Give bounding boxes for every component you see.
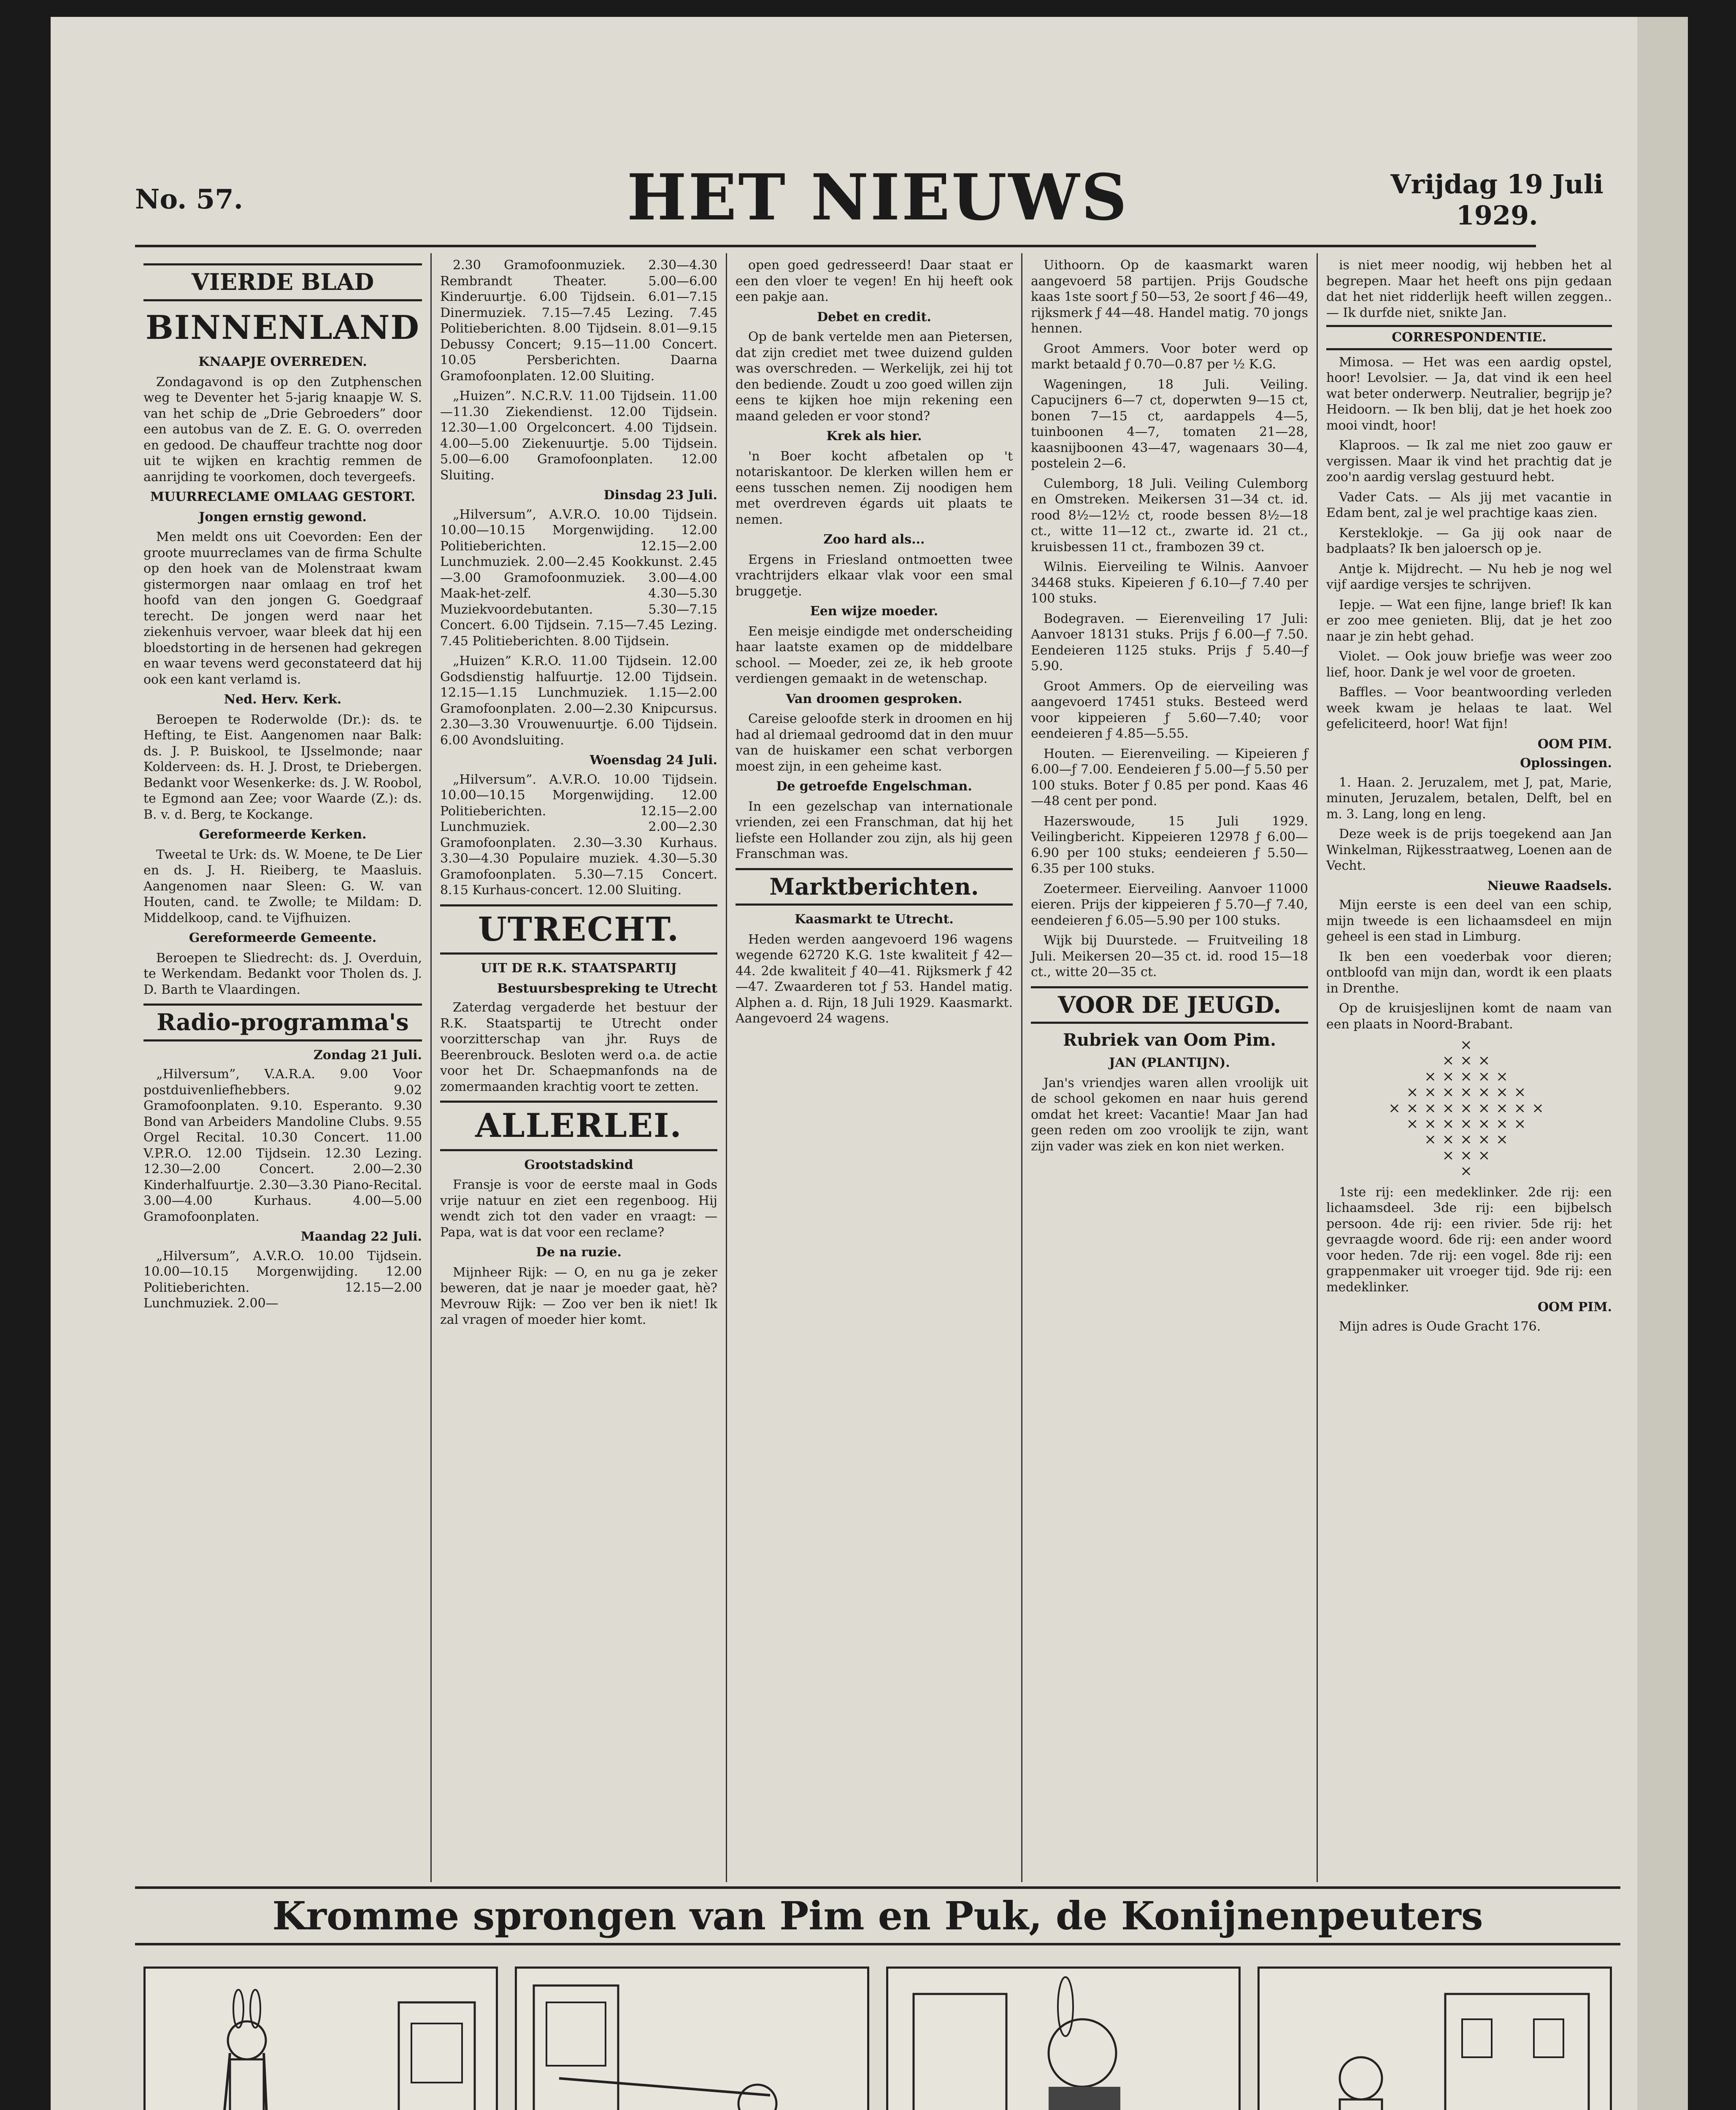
radio-text: „Hilversum”, V.A.R.A. 9.00 Voor postduivenliefhebbers. 9.02 Gramofoonplaten. 9.10. Esperanto. 9.30 Bond van Arbeiders Mandoline Clubs. 9.55 Orgel Recital. 10.30 Concert. 11.00 V.P.R.O. 12.00 Tijdsein. 12.30 Lezing. 12.30—2.00 Concert. 2.00—2.30 Kinderhalfuurtje. 2.30—3.30 Piano-Recital. 3.00—4.00 Kurhaus. 4.00—5.00 Gramofoonplaten. xyxy=(143,1067,422,1224)
solutions-heading: Oplossingen. xyxy=(1520,756,1612,771)
church-heading: Ned. Herv. Kerk. xyxy=(224,692,342,707)
radio-text: „Huizen”. N.C.R.V. 11.00 Tijdsein. 11.00—11.30 Ziekendienst. 12.00 Tijdsein. 12.30—1.00 Orgelconcert. 4.00 Tijdsein. 4.00—5.00 Ziekenuurtje. 5.00 Tijdsein. 5.00—6.00 Gramofoonplaten. 12.00 Sluiting. xyxy=(440,389,717,483)
comic-title: Kromme sprongen van Pim en Puk, de Konijnenpeuters xyxy=(135,1886,1620,1945)
correspondence-text: Mimosa. — Het was een aardig opstel, hoor! Levolsier. — Ja, dat vind ik een heel wat beter onderwerp. Neutralier, begrijp je? Heidoorn. — Ik ben blij, dat je het hoek zoo mooi vindt, hoor! xyxy=(1326,354,1612,433)
date-line-1: Vrijdag 19 Juli xyxy=(1390,169,1604,200)
market-text: Wijk bij Duurstede. — Fruitveiling 18 Juli. Meikersen 20—35 ct. id. rood 15—18 ct., witte 20—35 ct. xyxy=(1031,933,1308,979)
comic-drawing-2 xyxy=(517,1969,867,2110)
correspondence-text: Baffles. — Voor beantwoording verleden week kwam je helaas te laat. Wel gefeliciteerd, hoor! Wat fijn! xyxy=(1326,685,1612,731)
article-subheading: Kaasmarkt te Utrecht. xyxy=(795,912,954,927)
article-heading: KNAAPJE OVERREDEN. xyxy=(198,354,367,369)
comic-strip xyxy=(143,1967,1612,2110)
date-line-2: 1929. xyxy=(1456,200,1538,231)
article-subheading: Jongen ernstig gewond. xyxy=(199,509,367,525)
correspondence-text: Antje k. Mijdrecht. — Nu heb je nog wel vijf aardige versjes te schrijven. xyxy=(1326,561,1612,592)
article-subheading: Krek als hier. xyxy=(826,429,922,444)
prize-text: Deze week is de prijs toegekend aan Jan Winkelman, Rijkesstraatweg, Loenen aan de Vecht. xyxy=(1326,827,1612,873)
correspondence-text: Iepje. — Wat een fijne, lange brief! Ik kan er zoo mee genieten. Blij, dat je het zoo naar je zin hebt gehad. xyxy=(1326,597,1612,644)
radio-day: Woensdag 24 Juli. xyxy=(589,753,717,768)
comic-panel-3 xyxy=(886,1967,1241,2110)
comic-drawing-1 xyxy=(146,1969,496,2110)
article-subheading: Grootstadskind xyxy=(524,1157,633,1172)
story-title: JAN (PLANTIJN). xyxy=(1109,1055,1230,1070)
article-text: Heden werden aangevoerd 196 wagens wegende 62720 K.G. 1ste kwaliteit ƒ 42—44. 2de kwaliteit ƒ 40—41. Rijksmerk ƒ 42—47. Zwaarderen tot ƒ 53. Handel matig. Alphen a. d. Rijn, 18 Juli 1929. Kaasmarkt. Aangevoerd 24 wagens. xyxy=(736,932,1013,1026)
comic-drawing-3 xyxy=(888,1969,1238,2110)
correspondence-text: Vader Cats. — Als jij met vacantie in Edam bent, zal je wel prachtige kaas zien. xyxy=(1326,490,1612,520)
article-text: Ergens in Friesland ontmoetten twee vrachtrijders elkaar vlak voor een smal bruggetje. xyxy=(736,552,1013,599)
market-text: Zoetermeer. Eierveiling. Aanvoer 11000 eieren. Prijs der kippeieren ƒ 5.70—ƒ 7.40, eendeieren ƒ 6.05—5.90 per 100 stuks. xyxy=(1031,881,1308,928)
puzzle-row: ××××××× xyxy=(1406,1115,1532,1132)
article-text: Zaterdag vergaderde het bestuur der R.K. Staatspartij te Utrecht onder voorzitterschap van jhr. Ruys de Beerenbrouck. Besloten werd o.a. de actie voor het Dr. Schaepmanfonds na de zomermaanden krachtig voort te zetten. xyxy=(440,1000,717,1094)
rubric-heading: Rubriek van Oom Pim. xyxy=(1063,1030,1276,1050)
market-text: Wageningen, 18 Juli. Veiling. Capucijners 6—7 ct, doperwten 9—15 ct, bonen 7—15 ct, aardappels 4—5, tuinboonen 4—7, tomaten 21—28, kaasnijboonen 43—47, wagenaars 30—4, postelein 2—6. xyxy=(1031,377,1308,471)
puzzle-row: ××× xyxy=(1442,1147,1496,1164)
market-text: Hazerswoude, 15 Juli 1929. Veilingbericht. Kippeieren 12978 ƒ 6.00—6.90 per 100 stuks; eendeieren ƒ 5.50—6.35 per 100 stuks. xyxy=(1031,814,1308,876)
article-text: Een meisje eindigde met onderscheiding haar laatste examen op de middelbare school. — Moeder, zei ze, ik heb groote verdiengen gemaakt in de wetenschap. xyxy=(736,624,1013,686)
puzzle-row: × xyxy=(1460,1163,1478,1180)
radio-day: Zondag 21 Juli. xyxy=(314,1047,422,1063)
article-text: Zondagavond is op den Zutphenschen weg te Deventer het 5-jarig knaapje W. S. van het schip de „Drie Gebroeders” door een autobus van de Z. E. G. O. overreden en gedood. De chauffeur trachtte nog door uit te wijken en krachtig remmen de aanrijding te voorkomen, doch tevergeefs. xyxy=(143,374,422,484)
puzzle-row: ××××× xyxy=(1424,1068,1514,1085)
article-text: Op de bank vertelde men aan Pietersen, dat zijn crediet met twee duizend gulden was overschreden. — Werkelijk, zei hij tot den bediende. Zoudt u zoo goed willen zijn eens te kijken hoe mijn rekening een maand geleden er voor stond? xyxy=(736,330,1013,424)
issue-number: No. 57. xyxy=(135,184,243,215)
market-heading: Marktberichten. xyxy=(736,868,1013,906)
allerlei-heading: ALLERLEI. xyxy=(440,1101,717,1151)
cross-puzzle xyxy=(1326,1037,1612,1179)
comic-drawing-4 xyxy=(1260,1969,1610,2110)
market-text: Houten. — Eierenveiling. — Kipeieren ƒ 6.00—ƒ 7.00. Eendeieren ƒ 5.00—ƒ 5.50 per 100 stuks. Boter ƒ 0.85 per pond. Kaas 46—48 cent per pond. xyxy=(1031,746,1308,809)
correspondence-text: Klaproos. — Ik zal me niet zoo gauw er vergissen. Maar ik vind het prachtig dat je zoo'n aardig verslag gestuurd hebt. xyxy=(1326,438,1612,484)
article-text: Fransje is voor de eerste maal in Gods vrije natuur en ziet een regenboog. Hij wendt zich tot den vader en vraagt: — Papa, wat is dat voor een reclame? xyxy=(440,1177,717,1240)
article-subheading: De na ruzie. xyxy=(536,1245,622,1260)
comic-panel-1 xyxy=(143,1967,498,2110)
comic-panel-2 xyxy=(515,1967,869,2110)
issue-date xyxy=(1390,169,1604,232)
article-text: Careise geloofde sterk in droomen en hij had al driemaal gedroomd dat in den muur van de huiskamer een schat verborgen moest zijn, in een geheime kast. xyxy=(736,711,1013,774)
puzzle-row: × xyxy=(1460,1036,1478,1053)
comic-panel-4 xyxy=(1257,1967,1612,2110)
masthead xyxy=(135,143,1620,253)
correspondence-heading: CORRESPONDENTIE. xyxy=(1326,325,1612,350)
signature: OOM PIM. xyxy=(1537,736,1612,752)
article-text: open goed gedresseerd! Daar staat er een den vloer te vegen! En hij heeft ook een pakje aan. xyxy=(736,258,1013,304)
article-text: Men meldt ons uit Coevorden: Een der groote muurreclames van de firma Schulte op den hoek van de Molenstraat kwam gistermorgen naar omlaag en trof het hoofd van den jongen G. Goedgraaf terecht. De jongen werd naar het ziekenhuis vervoer, waar bleek dat hij een bloedstorting in de hersenen had gekregen en waar tevens werd geconstateerd dat hij ook een kant verlamd is. xyxy=(143,530,422,687)
utrecht-heading: UTRECHT. xyxy=(440,904,717,955)
binnenland-heading: BINNENLAND xyxy=(145,308,420,347)
riddle-text: Mijn eerste is een deel van een schip, mijn tweede is een lichaamsdeel en mijn geheel is een stad in Limburg. xyxy=(1326,898,1612,944)
article-subheading: Bestuursbespreking te Utrecht xyxy=(497,981,717,996)
column-3 xyxy=(726,253,1021,1882)
article-subheading: Zoo hard als... xyxy=(823,532,925,547)
article-subheading: De getroefde Engelschman. xyxy=(776,779,972,794)
solutions-text: 1. Haan. 2. Jeruzalem, met J, pat, Marie, minuten, Jeruzalem, betalen, Delft, bel en m. 3. Lang, long en leng. xyxy=(1326,775,1612,822)
puzzle-rows-text: 1ste rij: een medeklinker. 2de rij: een lichaamsdeel. 3de rij: een bijbelsch persoon. 4de rij: een rivier. 5de rij: het gevraagde woord. 6de rij: een ander woord voor heden. 7de rij: een vogel. 8de rij: een grappenmaker uit vroeger tijd. 9de rij: een medeklinker. xyxy=(1326,1185,1612,1295)
puzzle-row: ××××××× xyxy=(1406,1084,1532,1101)
column-4 xyxy=(1021,253,1317,1882)
riddles-heading: Nieuwe Raadsels. xyxy=(1487,878,1612,893)
radio-text: 2.30 Gramofoonmuziek. 2.30—4.30 Rembrandt Theater. 5.00—6.00 Kinderuurtje. 6.00 Tijdsein. 6.01—7.15 Dinermuziek. 7.15—7.45 Lezing. 7.45 Politieberichten. 8.00 Tijdsein. 8.01—9.15 Debussy Concert; 9.15—11.00 Concert. 10.05 Persberichten. Daarna Gramofoonplaten. 12.00 Sluiting. xyxy=(440,258,717,384)
address-text: Mijn adres is Oude Gracht 176. xyxy=(1339,1319,1541,1334)
youth-heading: VOOR DE JEUGD. xyxy=(1031,986,1308,1024)
radio-text: „Huizen” K.R.O. 11.00 Tijdsein. 12.00 Godsdienstig halfuurtje. 12.00 Tijdsein. 12.15—1.15 Lunchmuziek. 1.15—2.00 Gramofoonplaten. 2.00—2.30 Knipcursus. 2.30—3.30 Vrouwenuurtje. 6.00 Tijdsein. 6.00 Avondsluiting. xyxy=(440,654,717,748)
market-text: Culemborg, 18 Juli. Veiling Culemborg en Omstreken. Meikersen 31—34 ct. id. rood 8½—12½ ct, roode bessen 8½—18 ct., witte 11—12 ct., zwarte id. 21 ct., kruisbessen 11 ct., frambozen 39 ct. xyxy=(1031,476,1308,555)
signature: OOM PIM. xyxy=(1537,1300,1612,1315)
article-subheading: Van droomen gesproken. xyxy=(786,691,963,706)
column-1 xyxy=(135,253,430,1882)
article-text: Tweetal te Urk: ds. W. Moene, te De Lier en ds. J. H. Rieiberg, te Maasluis. Aangenomen naar Sleen: G. W. van Houten, cand. te Zwolle; te Mildam: D. Middelkoop, cand. te Vijfhuizen. xyxy=(143,847,422,925)
puzzle-row: ××××× xyxy=(1424,1131,1514,1148)
article-subheading: Debet en credit. xyxy=(817,309,931,325)
riddle-text: Op de kruisjeslijnen komt de naam van een plaats in Noord-Brabant. xyxy=(1326,1001,1612,1032)
article-text: Beroepen te Sliedrecht: ds. J. Overduin, te Werkendam. Bedankt voor Tholen ds. J. D. Barth te Vlaardingen. xyxy=(143,950,422,997)
article-text: Mijnheer Rijk: — O, en nu ga je zeker beweren, dat je naar je moeder gaat, hè? Mevrouw Rijk: — Zoo ver ben ik niet! Ik zal vragen of moeder hier komt. xyxy=(440,1265,717,1327)
market-text: Uithoorn. Op de kaasmarkt waren aangevoerd 58 partijen. Prijs Goudsche kaas 1ste soort ƒ 50—53, 2e soort ƒ 46—49, rijksmerk ƒ 44—48. Handel matig. 70 jongs hennen. xyxy=(1031,258,1308,336)
church-heading: Gereformeerde Gemeente. xyxy=(189,931,377,945)
page-edge xyxy=(1637,17,1688,2110)
riddle-text: Ik ben een voederbak voor dieren; ontbloofd van mijn dan, wordt ik een plaats in Drenthe. xyxy=(1326,949,1612,996)
market-text: Groot Ammers. Op de eierveiling was aangevoerd 17451 stuks. Besteed werd voor kippeieren ƒ 5.60—7.40; voor eendeieren ƒ 4.85—5.55. xyxy=(1031,679,1308,741)
columns xyxy=(135,253,1620,1882)
market-text: Groot Ammers. Voor boter werd op markt betaald ƒ 0.70—0.87 per ½ K.G. xyxy=(1031,341,1308,372)
column-2 xyxy=(430,253,726,1882)
masthead-rule xyxy=(135,245,1536,247)
market-text: Wilnis. Eierveiling te Wilnis. Aanvoer 34468 stuks. Kipeieren ƒ 6.10—ƒ 7.40 per 100 stuks. xyxy=(1031,560,1308,606)
article-subheading: UIT DE R.K. STAATSPARTIJ xyxy=(481,961,677,976)
radio-heading: Radio-programma's xyxy=(143,1004,422,1041)
newspaper-title: HET NIEUWS xyxy=(627,160,1129,235)
puzzle-row: ××××××××× xyxy=(1388,1099,1550,1117)
correspondence-text: Violet. — Ook jouw briefje was weer zoo lief, hoor. Dank je wel voor de groeten. xyxy=(1326,649,1612,680)
market-text: Bodegraven. — Eierenveiling 17 Juli: Aanvoer 18131 stuks. Prijs ƒ 6.00—ƒ 7.50. Eendeieren 1125 stuks. Prijs ƒ 5.40—ƒ 5.90. xyxy=(1031,611,1308,674)
story-text: is niet meer noodig, wij hebben het al begrepen. Maar het heeft ons pijn gedaan dat het niet ridderlijk heeft willen zeggen.. — Ik durfde niet, snikte Jan. xyxy=(1326,258,1612,320)
correspondence-text: Kersteklokje. — Ga jij ook naar de badplaats? Ik ben jaloersch op je. xyxy=(1326,525,1612,556)
puzzle-row: ××× xyxy=(1442,1052,1496,1069)
article-heading: MUURRECLAME OMLAAG GESTORT. xyxy=(150,490,415,504)
article-text: 'n Boer kocht afbetalen op 't notariskantoor. De klerken willen hem er eens tusschen nemen. Zij noodigen hem met overdreven égards uit plaats te nemen. xyxy=(736,449,1013,527)
article-text: Beroepen te Roderwolde (Dr.): ds. te Hefting, te Eist. Aangenomen naar Balk: ds. J. P. Buiskool, te IJsselmonde; naar Kolderveen: ds. H. J. Drost, te Driebergen. Bedankt voor Wesenkerke: ds. J. W. Roobol, te Egmond aan Zee; voor Waarde (Z.): ds. B. v. d. Berg, te Kockange. xyxy=(143,712,422,822)
radio-text: „Hilversum”, A.V.R.O. 10.00 Tijdsein. 10.00—10.15 Morgenwijding. 12.00 Politieberichten. 12.15—2.00 Lunchmuziek. 2.00—2.45 Kookkunst. 2.45—3.00 Gramofoonmuziek. 3.00—4.00 Maak-het-zelf. 4.30—5.30 Muziekvoordebutanten. 5.30—7.15 Concert. 6.00 Tijdsein. 7.15—7.45 Lezing. 7.45 Politieberichten. 8.00 Tijdsein. xyxy=(440,507,717,649)
radio-day: Dinsdag 23 Juli. xyxy=(603,488,717,503)
article-text: In een gezelschap van internationale vrienden, zei een Franschman, dat hij het liefste een Hollander zou zijn, als hij geen Franschman was. xyxy=(736,799,1013,861)
church-heading: Gereformeerde Kerken. xyxy=(199,827,367,842)
section-title: VIERDE BLAD xyxy=(143,263,422,301)
article-subheading: Een wijze moeder. xyxy=(810,604,938,619)
column-5 xyxy=(1317,253,1620,1882)
story-text: Jan's vriendjes waren allen vroolijk uit de school gekomen en naar huis gerend omdat het kreet: Vacantie! Maar Jan had geen reden om zoo vroolijk te zijn, want zijn vader was ziek en kon niet werken. xyxy=(1031,1075,1308,1154)
radio-text: „Hilversum”, A.V.R.O. 10.00 Tijdsein. 10.00—10.15 Morgenwijding. 12.00 Politieberichten. 12.15—2.00 Lunchmuziek. 2.00— xyxy=(143,1248,422,1311)
radio-day: Maandag 22 Juli. xyxy=(300,1229,422,1244)
radio-text: „Hilversum”. A.V.R.O. 10.00 Tijdsein. 10.00—10.15 Morgenwijding. 12.00 Politieberichten. 12.15—2.00 Lunchmuziek. 2.00—2.30 Gramofoonplaten. 2.30—3.30 Kurhaus. 3.30—4.30 Populaire muziek. 4.30—5.30 Gramofoonplaten. 5.30—7.15 Concert. 8.15 Kurhaus-concert. 12.00 Sluiting. xyxy=(440,772,717,898)
newspaper-page xyxy=(51,17,1688,2110)
